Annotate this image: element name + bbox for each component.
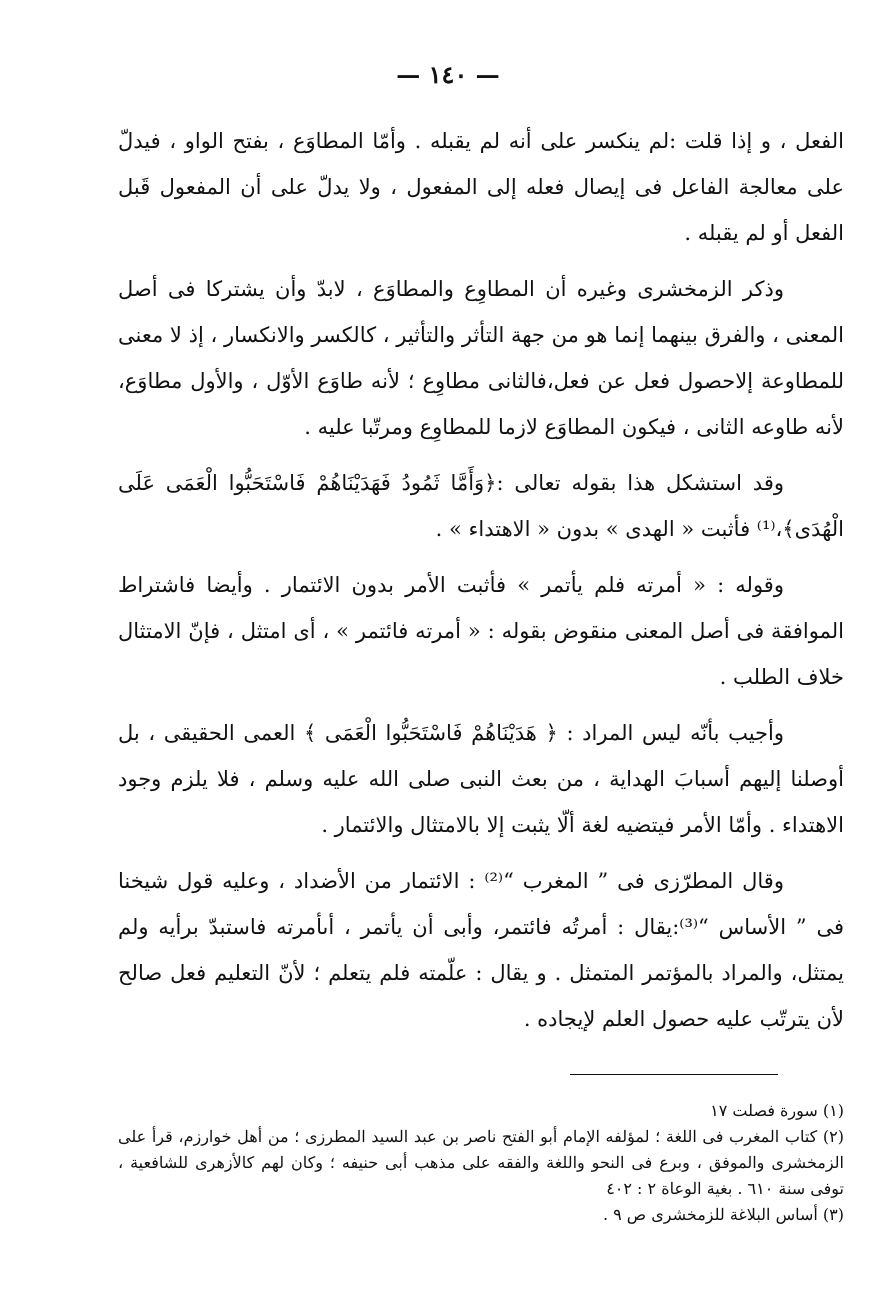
main-text <box>118 118 844 1052</box>
footnote-2: (٢) كتاب المغرب فى اللغة ؛ لمؤلفه الإمام أبو الفتح ناصر بن عبد السيد المطرزى ؛ من أهل خوارزم، قرأ على الزمخشرى والموفق ، وبرع فى النحو واللغة والفقه على مذهب أبى حنيفه ؛ وكان لهم كالأزهرى للشافعية ، توفى سنة ٦١٠ . بغية الوعاة ٢ : ٤٠٢ <box>118 1127 844 1198</box>
paragraph-1: الفعل ، و إذا قلت :لم ينكسر على أنه لم يقبله . وأمّا المطاوَع ، بفتح الواو ، فيدلّ على معالجة الفاعل فى إيصال فعله إلى المفعول ، ولا يدلّ على أن المفعول قَبل الفعل أو لم يقبله . <box>118 129 844 245</box>
footnote-1: (١) سورة فصلت ١٧ <box>710 1101 844 1120</box>
paragraph-6: وقال المطرّزى فى ” المغرب “⁽²⁾ : الائتمار من الأضداد ، وعليه قول شيخنا فى ” الأساس “⁽³⁾:يقال : أمرتُه فائتمر، وأبى أن يأتمر ، أىأمرته فاستبدّ برأيه ولم يمتثل، والمراد بالمؤتمر المتمثل . و يقال : علّمته فلم يتعلم ؛ لأنّ التعليم فعل صالح لأن يترتّب عليه حصول العلم لإيجاده . <box>118 869 845 1031</box>
page-number: — ١٤٠ — <box>396 60 500 89</box>
paragraph-5: وأجيب بأنّه ليس المراد : ﴿ هَدَيْنَاهُمْ فَاسْتَحَبُّوا الْعَمَى ﴾ العمى الحقيقى ، بل أوصلنا إليهم أسبابَ الهداية ، من بعث النبى صلى الله عليه وسلم ، فلا يلزم وجود الاهتداء . وأمّا الأمر فيتضيه لغة ألّا يثبت إلا بالامتثال والائتمار . <box>118 721 844 837</box>
paragraph-2: وذكر الزمخشرى وغيره أن المطاوِع والمطاوَع ، لابدّ وأن يشتركا فى أصل المعنى ، والفرق بينهما إنما هو من جهة التأثر والتأثير ، كالكسر والانكسار ، إذ لا معنى للمطاوعة إلاحصول فعل عن فعل،فالثانى مطاوِع ؛ لأنه طاوَع الأوّل ، والأول مطاوَع، لأنه طاوعه الثانى ، فيكون المطاوَع لازما للمطاوِع ومرتّبا عليه . <box>118 277 844 439</box>
paragraph-4: وقوله : « أمرته فلم يأتمر » فأثبت الأمر بدون الائتمار . وأيضا فاشتراط الموافقة فى أصل المعنى منقوض بقوله : « أمرته فائتمر » ، أى امتثل ، فإنّ الامتثال خلاف الطلب . <box>118 573 844 689</box>
footnote-3: (٣) أساس البلاغة للزمخشرى ص ٩ . <box>602 1205 844 1224</box>
footnote-divider <box>570 1074 778 1075</box>
paragraph-3: وقد استشكل هذا بقوله تعالى :﴿وَأَمَّا ثَمُودُ فَهَدَيْنَاهُمْ فَاسْتَحَبُّوا الْعَمَى عَلَى الْهُدَى﴾،⁽¹⁾ فأثبت « الهدى » بدون « الاهتداء » . <box>118 471 844 541</box>
footnotes <box>118 1098 844 1228</box>
